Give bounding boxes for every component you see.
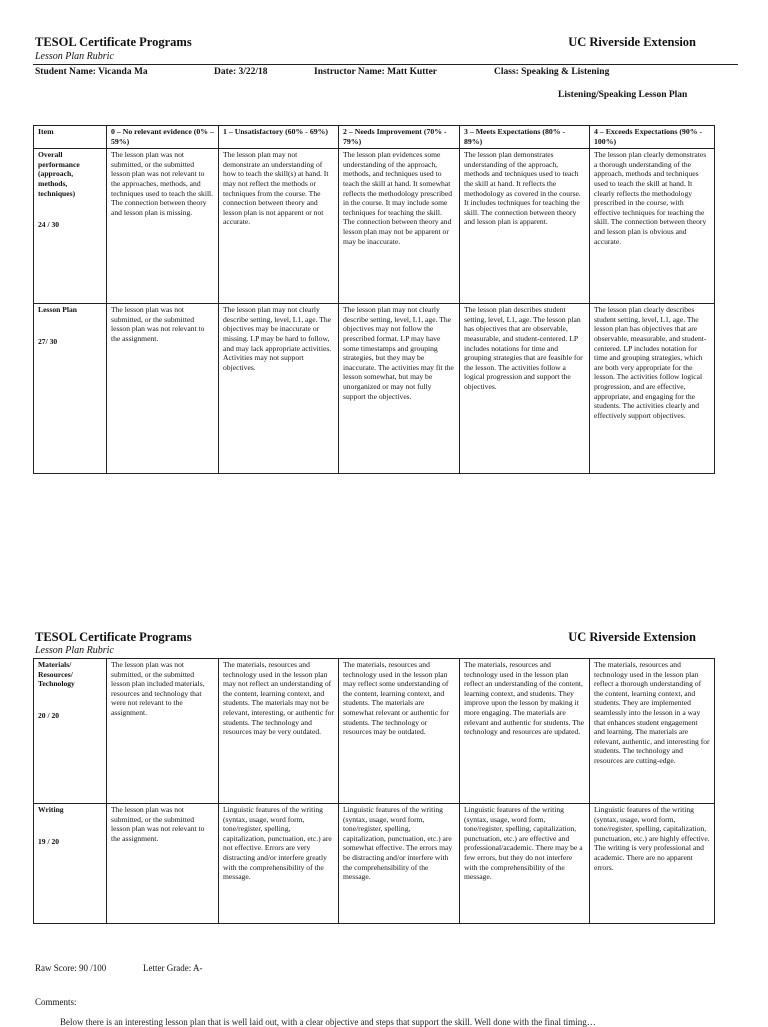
letter-grade: Letter Grade: A- [143,963,203,973]
item-name: Overall performance (approach, methods, techniques) [38,150,80,198]
column-header: 3 – Meets Expectations (80% - 89%) [460,126,590,149]
criteria-cell: The materials, resources and technology used in the lesson plan reflect a thorough understanding of the content, learning context, and students. They are implemented seamlessly into the lesson in a way that enhances student engagement and learning. The materials are relevant, authentic, and interesting for students. The technology and resources are cutting-edge. [590,659,715,804]
criteria-cell: Linguistic features of the writing (syntax, usage, word form, tone/register, spelling, capitalization, punctuation, etc.) are highly effective. The writing is very professional and academic. There are no apparent errors. [590,804,715,924]
column-header: 4 – Exceeds Expectations (90% - 100%) [590,126,715,149]
criteria-cell: The lesson plan demonstrates understanding of the approach, methods and techniques used to teach the skill at hand. It reflects the methodology as covered in the course. It includes techniques for teaching the skill. The connection between theory and lesson plan is apparent. [460,149,590,304]
criteria-cell: The lesson plan was not submitted, or the submitted lesson plan was not relevant to the assignment. [107,304,219,474]
column-header: 1 – Unsatisfactory (60% - 69%) [219,126,339,149]
item-cell [34,804,107,924]
criteria-cell: The materials, resources and technology used in the lesson plan may reflect some understanding of the content, learning context, and students. The materials are somewhat relevant or authentic for students. The technology or resources may be outdated. [339,659,460,804]
rubric-subtitle: Lesson Plan Rubric [35,51,114,62]
criteria-cell: The materials, resources and technology used in the lesson plan reflect an understanding of the content, learning context, and students. They improve upon the lesson by making it more engaging. The materials are relevant and authentic for students. The technology and resources are updated. [460,659,590,804]
table-row [34,304,715,474]
date-field: Date: 3/22/18 [214,67,268,77]
table-row [34,659,715,804]
item-name: Writing [38,805,64,814]
header-rule [33,64,738,65]
item-score: 19 / 20 [38,836,60,846]
rubric-table-1 [33,125,715,474]
item-cell [34,149,107,304]
criteria-cell: The lesson plan was not submitted, or the submitted lesson plan was not relevant to the assignment. [107,804,219,924]
comments-label: Comments: [35,997,77,1007]
criteria-cell: Linguistic features of the writing (syntax, usage, word form, tone/register, spelling, capitalization, punctuation, etc.) are somewhat effective. The errors may be distracting and/or interfere with the comprehensibility of the message. [339,804,460,924]
instructor-name: Instructor Name: Matt Kutter [314,67,438,77]
criteria-cell: Linguistic features of the writing (syntax, usage, word form, tone/register, spelling, capitalization, punctuation, etc.) are not effective. Errors are very distracting and/or interfere greatly with the comprehensibility of the message. [219,804,339,924]
class-name: Class: Speaking & Listening [494,67,610,77]
comments-text: Below there is an interesting lesson plan that is well laid out, with a clear objective and steps that support the skill. Well done with the final timing… [60,1017,596,1027]
student-name: Student Name: Vicanda Ma [35,67,148,77]
lesson-plan-title: Listening/Speaking Lesson Plan [558,90,688,100]
table-row [34,804,715,924]
institution-title: UC Riverside Extension [568,630,696,644]
program-title: TESOL Certificate Programs [35,35,192,49]
item-cell [34,659,107,804]
criteria-cell: The lesson plan clearly describes student setting, level, L1, age. The lesson plan has objectives that are observable, measurable, and student-centered. LP includes notation for time and grouping strategies, which are both very appropriate for the lesson. The activities follow logical progression, and are effective, appropriate, and engaging for the students. The activities clearly and effectively support objectives. [590,304,715,474]
criteria-cell: The lesson plan evidences some understanding of the approach, methods, and techniques used to teach the skill at hand. It somewhat reflects the methodology prescribed in the course. It may include some techniques for teaching the skill. The connection between theory and lesson plan may not be apparent or may be inaccurate. [339,149,460,304]
rubric-subtitle: Lesson Plan Rubric [35,645,114,656]
item-score: 27/ 30 [38,336,58,346]
institution-title: UC Riverside Extension [568,35,696,49]
program-title: TESOL Certificate Programs [35,630,192,644]
criteria-cell: The lesson plan was not submitted, or the submitted lesson plan was not relevant to the approaches, methods, and techniques used to teach the skill. The connection between theory and lesson plan is missing. [107,149,219,304]
item-score: 24 / 30 [38,220,60,230]
column-header: 0 – No relevant evidence (0% – 59%) [107,126,219,149]
item-cell [34,304,107,474]
criteria-cell: The lesson plan was not submitted, or the submitted lesson plan included materials, resources and technology that were not relevant to the assignment. [107,659,219,804]
criteria-cell: The lesson plan describes student setting, level, L1, age. The lesson plan has objectives that are observable, measurable, and student-centered. LP includes notations for time and grouping strategies that are feasible for the lesson. The activities follow a logical progression and support the objectives. [460,304,590,474]
criteria-cell: The lesson plan may not clearly describe setting, level, L1, age. The objectives may not follow the prescribed format. LP may have some timestamps and grouping strategies, but they may be inaccurate. The activities may fit the lesson somewhat, but may be unorganized or may not fully support the objectives. [339,304,460,474]
criteria-cell: The lesson plan may not clearly describe setting, level, L1, age. The objectives may be inaccurate or missing. LP may be hard to follow, and may lack appropriate activities. Activities may not support objectives. [219,304,339,474]
raw-score: Raw Score: 90 /100 [35,963,107,973]
table-header-row [34,126,715,149]
column-header: Item [34,126,107,149]
item-name: Lesson Plan [38,305,78,315]
criteria-cell: Linguistic features of the writing (syntax, usage, word form, tone/register, spelling, capitalization, punctuation, etc.) are effective and professional/academic. There may be a few errors, but they do not interfere with the comprehensibility of the message. [460,804,590,924]
table-row [34,149,715,304]
criteria-cell: The materials, resources and technology used in the lesson plan may not reflect an understanding of the content, learning context, and students. The materials may not be relevant, interesting, or authentic for students. The technology and resources may be very outdated. [219,659,339,804]
item-score: 20 / 20 [38,710,60,720]
rubric-table-2 [33,658,715,924]
criteria-cell: The lesson plan clearly demonstrates a thorough understanding of the approach, methods and techniques used to teach the skill at hand. It clearly reflects the methodology prescribed in the course, with effective techniques for teaching the skill. The connection between theory and lesson plan is obvious and accurate. [590,149,715,304]
column-header: 2 – Needs Improvement (70% - 79%) [339,126,460,149]
criteria-cell: The lesson plan may not demonstrate an understanding of how to teach the skill(s) at hand. It may not reflect the methods or techniques from the course. The connection between theory and lesson plan is not apparent or not accurate. [219,149,339,304]
item-name: Materials/ Resources/ Technology [38,660,75,689]
